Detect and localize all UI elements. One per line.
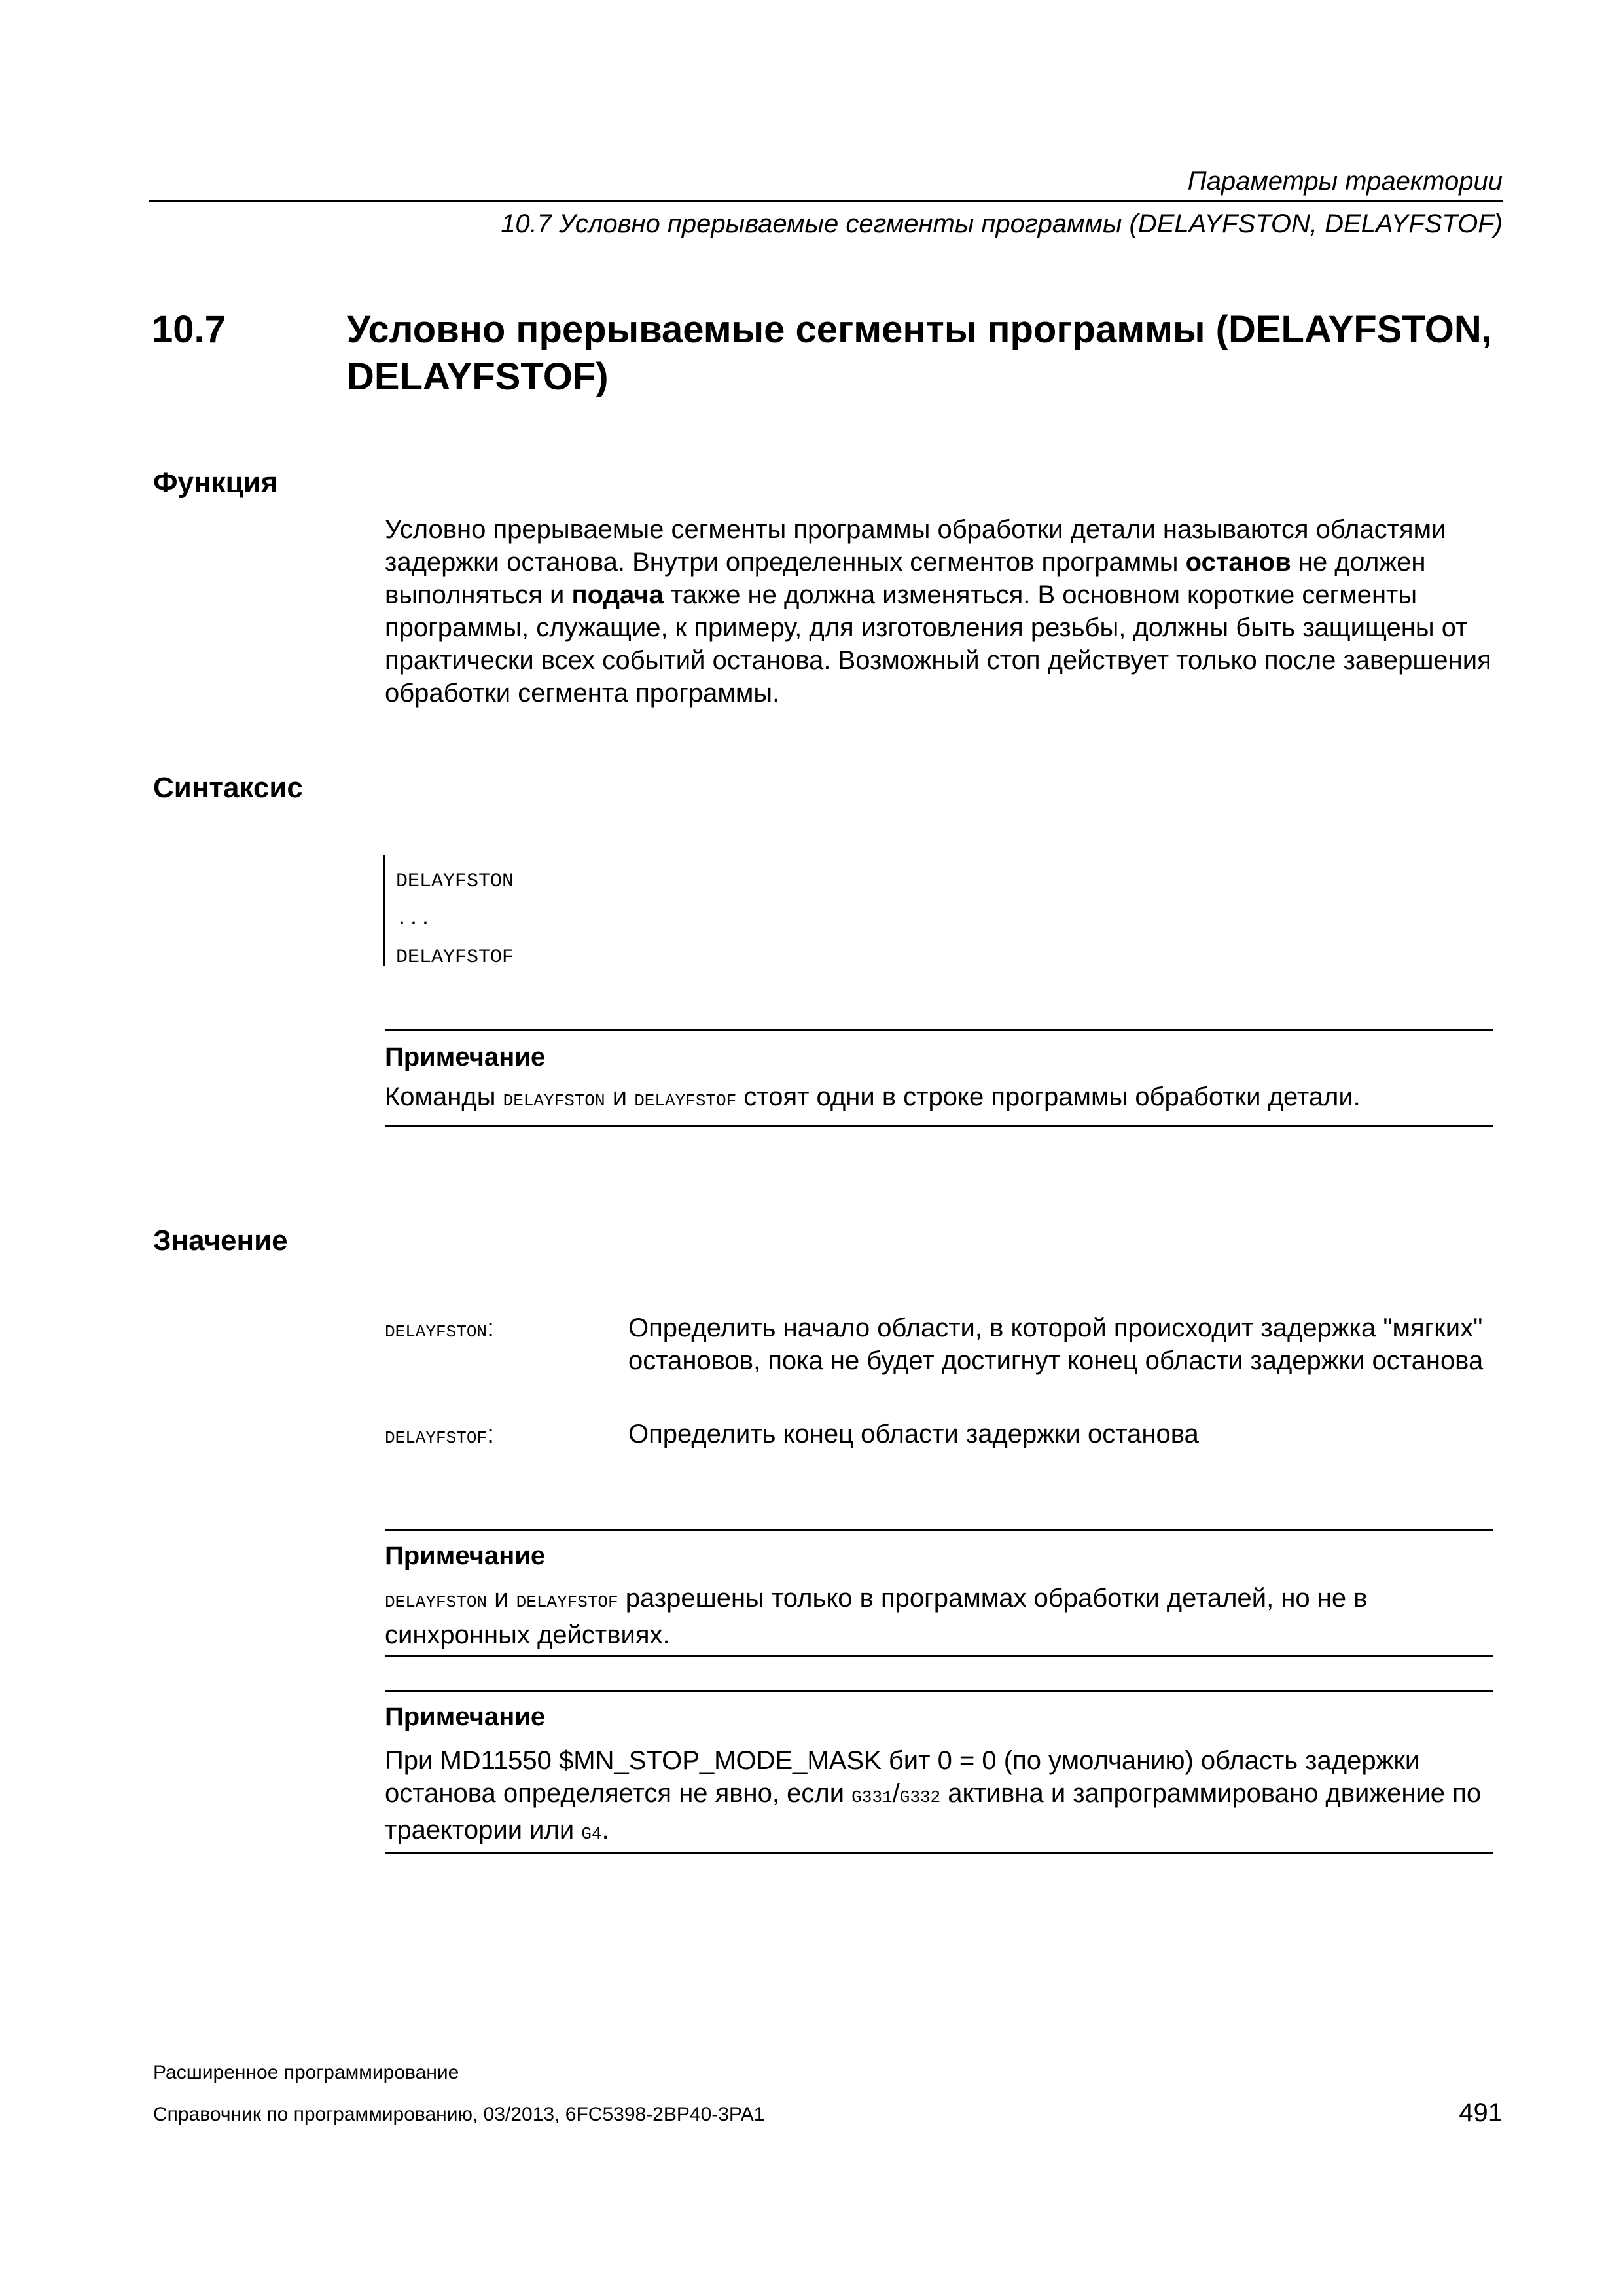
note-text: Команды DELAYFSTON и DELAYFSTOF стоят одни в строке программы обработки детали. xyxy=(385,1083,1361,1111)
running-header-section: 10.7 Условно прерываемые сегменты программы (DELAYFSTON, DELAYFSTOF) xyxy=(501,209,1503,238)
note-text: DELAYFSTON и DELAYFSTOF разрешены только в программах обработки деталей, но не в синхронных действиях. xyxy=(385,1584,1368,1649)
footer-book-info: Справочник по программированию, 03/2013, 6FC5398-2BP40-3PA1 xyxy=(153,2104,765,2125)
definition-term: DELAYFSTOF: xyxy=(385,1420,495,1448)
function-paragraph: Условно прерываемые сегменты программы обработки детали называются областями задержки останова. Внутри определенных сегментов программы останов не должен выполняться и подача также не должна изменяться. В основном короткие сегменты программы, служащие, к примеру, для изготовления резьбы, должны быть защищены от практически всех событий останова. Возможный стоп действует только после завершения обработки сегмента программы. xyxy=(385,515,1491,708)
footer-book-title: Расширенное программирование xyxy=(153,2062,459,2083)
note-box xyxy=(385,1029,1493,1127)
code-line: DELAYFSTOF xyxy=(396,946,514,969)
note-heading: Примечание xyxy=(385,1541,546,1570)
meaning-heading: Значение xyxy=(153,1225,288,1257)
note-heading: Примечание xyxy=(385,1702,546,1731)
bold-term-stop: останов xyxy=(1185,548,1291,577)
header-rule xyxy=(149,200,1503,202)
note-box xyxy=(385,1529,1493,1657)
syntax-heading: Синтаксис xyxy=(153,772,303,804)
note-heading: Примечание xyxy=(385,1043,546,1071)
syntax-code-block xyxy=(383,855,776,969)
function-heading: Функция xyxy=(153,467,278,499)
definition-term: DELAYFSTON: xyxy=(385,1314,495,1342)
code-line: DELAYFSTON xyxy=(396,870,514,893)
note-text: При MD11550 $MN_STOP_MODE_MASK бит 0 = 0 (по умолчанию) область задержки останова определяется не явно, если G331/G332 активна и запрограммировано движение по траектории или G4. xyxy=(385,1746,1482,1844)
definition-description: Определить конец области задержки останова xyxy=(628,1420,1199,1448)
note-box xyxy=(385,1690,1493,1854)
running-header-chapter: Параметры траектории xyxy=(1187,167,1503,196)
section-number: 10.7 xyxy=(152,308,226,351)
page-number: 491 xyxy=(1459,2098,1503,2127)
code-line: ... xyxy=(396,908,432,931)
bold-term-feed: подача xyxy=(571,581,664,609)
definition-description: Определить начало области, в которой происходит задержка "мягких" остановов, пока не будет достигнут конец области задержки останова xyxy=(628,1314,1484,1375)
section-title: Условно прерываемые сегменты программы (DELAYFSTON, DELAYFSTOF) xyxy=(347,308,1492,398)
